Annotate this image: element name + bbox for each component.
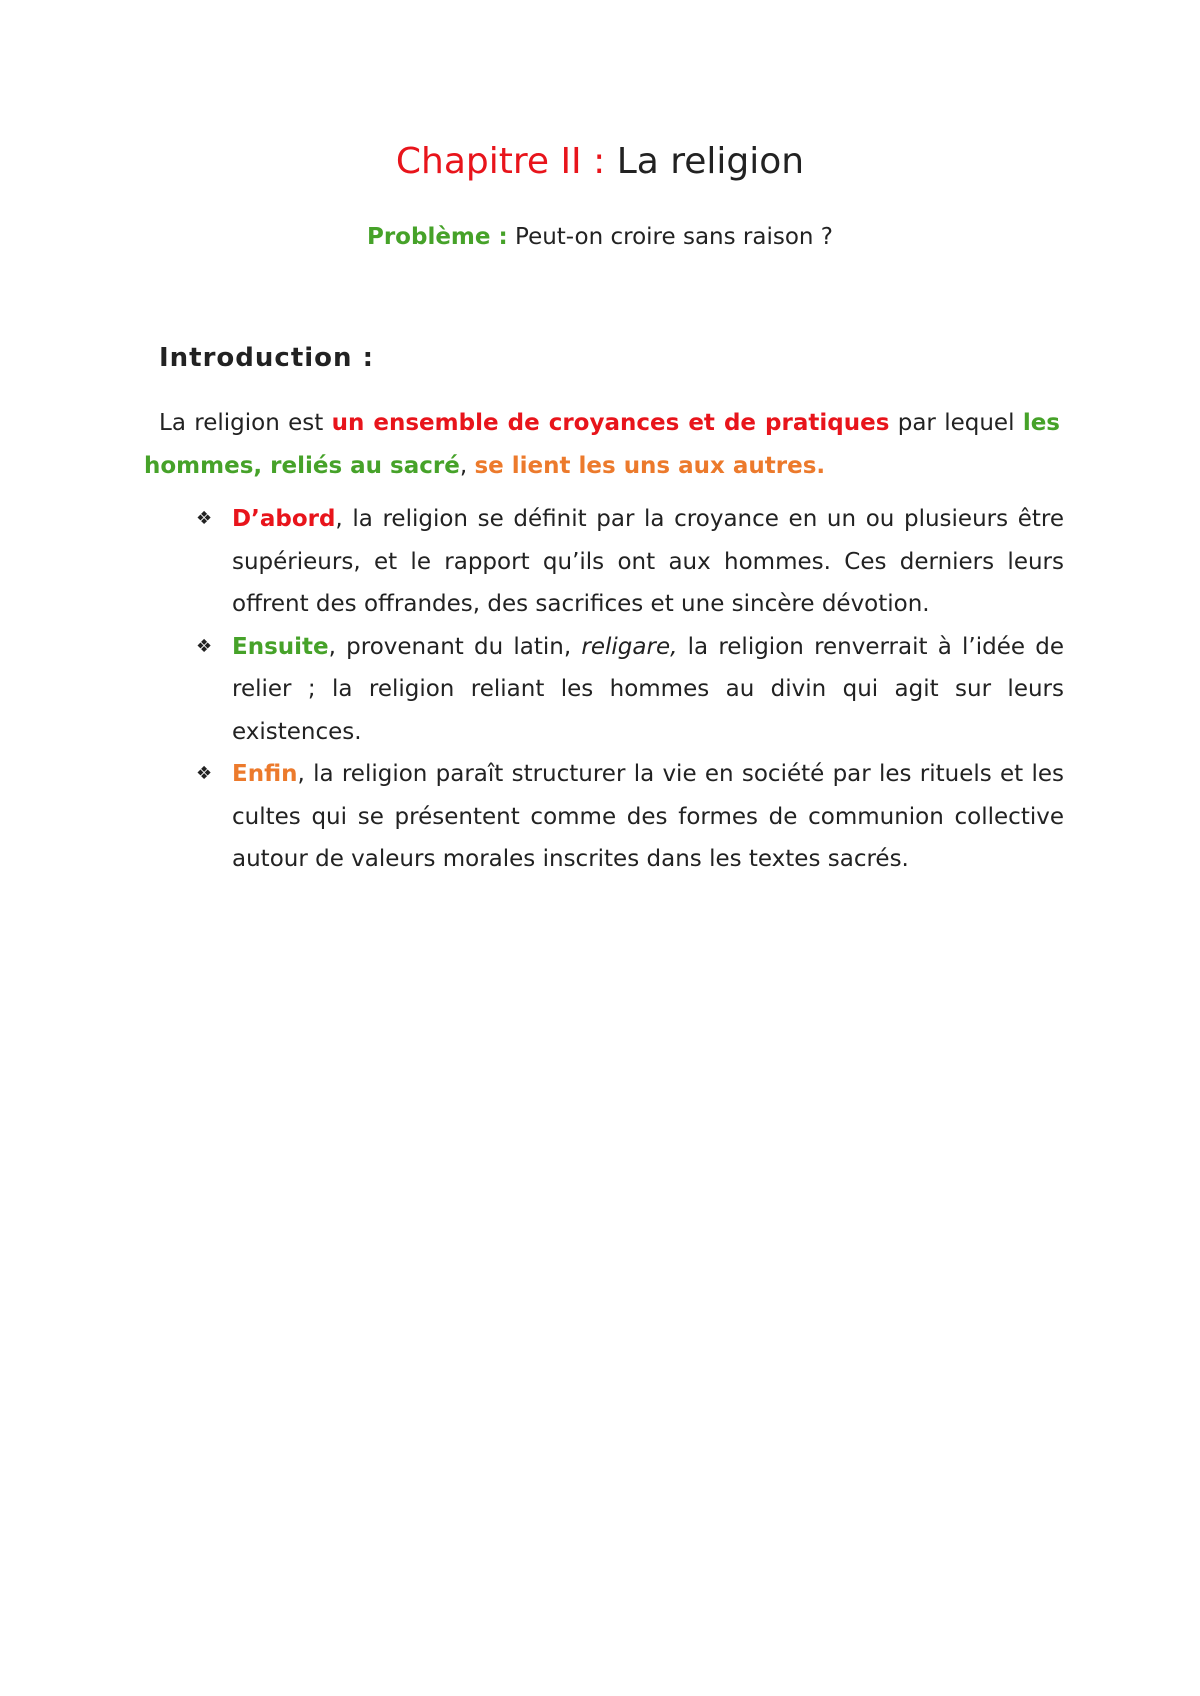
bullet-italic-term: religare, — [581, 633, 678, 660]
problem-statement — [0, 222, 1200, 252]
bullet-text: , la religion se définit par la croyance en un ou plusieurs être supérieurs, et le rapport qu’ils ont aux hommes. Ces derniers leurs offrent des offrandes, des sacrifices et une sincère dévotion. — [232, 506, 1064, 617]
bullet-lead: Enfin — [232, 761, 298, 787]
bullet-text: , provenant du latin, — [328, 633, 582, 660]
intro-highlight-red: un ensemble de croyances et de pratiques — [331, 410, 890, 436]
intro-text-1: La religion est — [159, 410, 332, 436]
chapter-title-prefix: Chapitre II : — [395, 141, 606, 182]
introduction-heading: Introduction : — [159, 343, 374, 373]
list-item — [196, 498, 1064, 626]
list-item — [196, 753, 1064, 881]
intro-text-2: par lequel — [889, 410, 1023, 436]
intro-highlight-orange: se lient les uns aux autres. — [474, 453, 826, 479]
list-item — [196, 626, 1064, 754]
diamond-cross-icon: ❖ — [196, 508, 213, 529]
bullet-lead: D’abord — [232, 506, 336, 532]
intro-text-3: , — [459, 453, 475, 479]
chapter-title-main: La religion — [605, 141, 805, 182]
problem-text: Peut-on croire sans raison ? — [507, 224, 834, 250]
bullet-list — [196, 498, 1064, 881]
bullet-text: , la religion paraît structurer la vie en société par les rituels et les cultes qui se présentent comme des formes de communion collective autour de valeurs morales inscrites dans les textes sacrés. — [232, 761, 1064, 872]
diamond-cross-icon: ❖ — [196, 763, 213, 784]
chapter-title — [0, 140, 1200, 184]
intro-highlight-green: les hommes, reliés au sacré — [144, 410, 1061, 479]
introduction-paragraph — [144, 402, 1060, 488]
bullet-text: la religion renverrait à l’idée de relier ; la religion reliant les hommes au divin qui agit sur leurs existences. — [232, 633, 1064, 745]
problem-label: Problème : — [366, 224, 508, 250]
bullet-lead: Ensuite — [232, 633, 329, 660]
diamond-cross-icon: ❖ — [196, 635, 213, 657]
